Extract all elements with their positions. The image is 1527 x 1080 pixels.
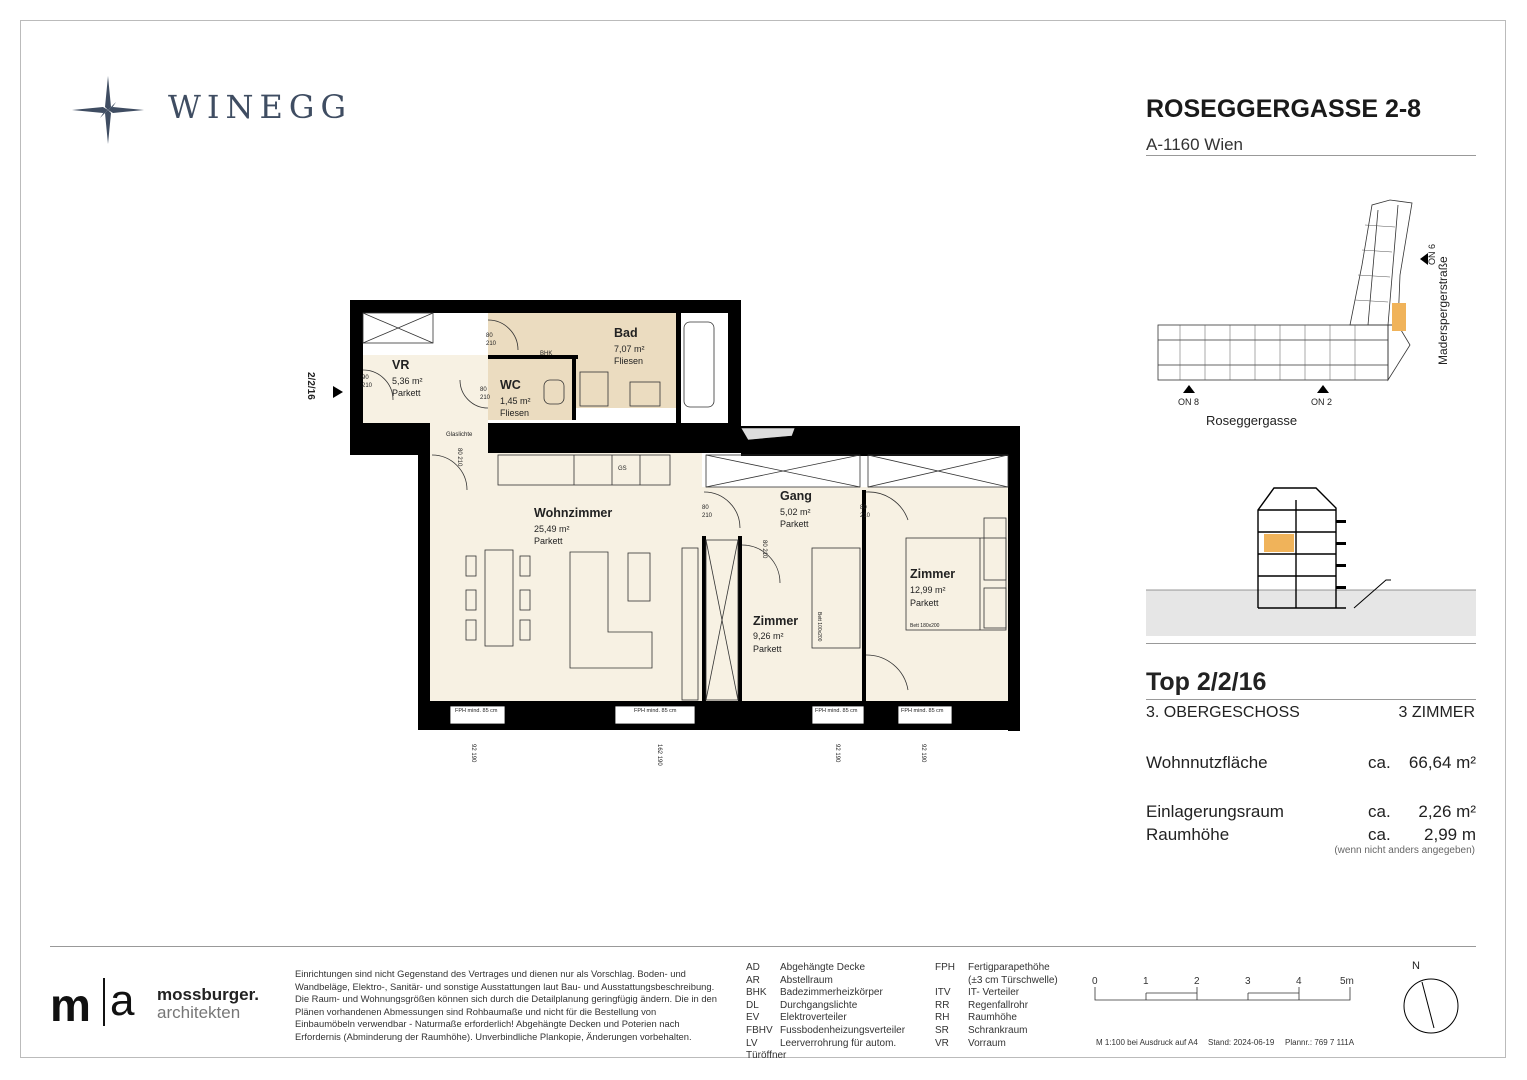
door-dim: 80 210 [486, 333, 497, 347]
divider [1146, 699, 1476, 700]
street-maderspergerstrasse: Maderspergerstraße [1436, 256, 1450, 365]
room-area: 1,45 m² [500, 396, 531, 406]
bhk-label: BHK [540, 351, 553, 357]
logo-m: m [50, 979, 90, 1031]
room-area: 12,99 m² [910, 585, 946, 595]
brand-name: WINEGG [168, 88, 353, 126]
on8-label: ON 8 [1178, 397, 1200, 407]
area-ca: ca. [1368, 753, 1391, 772]
building-section [1146, 480, 1476, 640]
fph-label: FPH mind. 85 cm [815, 708, 858, 714]
glaslichte-label: Glaslichte [446, 432, 473, 438]
window-dim: 92 190 [920, 744, 926, 763]
scale-tick: 3 [1245, 976, 1251, 987]
door-dim: 80 210 [702, 505, 713, 519]
room-floor: Fliesen [614, 356, 644, 366]
unit-floor: 3. OBERGESCHOSS [1146, 704, 1300, 721]
room-area: 5,36 m² [392, 376, 423, 386]
room-name: VR [392, 358, 410, 372]
company-name: mossburger. [157, 985, 260, 1004]
area-ca: ca. [1368, 825, 1391, 844]
gs-label: GS [618, 466, 627, 472]
address-city: A-1160 Wien [1146, 135, 1244, 154]
area-label: Einlagerungsraum [1146, 802, 1284, 821]
north-arrow-icon [1398, 968, 1464, 1038]
room-area: 25,49 m² [534, 524, 570, 534]
scale-tick: 5m [1340, 976, 1354, 987]
plan-number: Plannr.: 769 7 111A [1285, 1038, 1355, 1047]
room-name: Wohnzimmer [534, 506, 613, 520]
on2-label: ON 2 [1311, 397, 1333, 407]
scale-tick: 2 [1194, 976, 1200, 987]
height-note: (wenn nicht anders angegeben) [1334, 845, 1475, 856]
fph-label: FPH mind. 85 cm [634, 708, 677, 714]
abbreviations-left: AD Abgehängte Decke AR Abstellraum BHK Badezimmerheizkörper DL Durchgangslichte EV Elektroverteiler FBHV Fussbodenheizungsverteiler LV Leerverrohrung für autom. Türöffner [746, 962, 906, 1062]
window-dim: 92 190 [834, 744, 840, 763]
room-area: 9,26 m² [753, 631, 784, 641]
door-dim: 80 210 [480, 387, 491, 401]
scale-note: M 1:100 bei Ausdruck auf A4 [1096, 1038, 1198, 1047]
divider [1146, 643, 1476, 644]
scale-bar [1090, 985, 1360, 1005]
company-sub: architekten [157, 1003, 241, 1022]
room-floor: Parkett [534, 536, 563, 546]
floor-plan [300, 295, 1030, 775]
room-name: Gang [780, 489, 812, 503]
entrance-label: 2/2/16 [305, 372, 316, 400]
room-area: 7,07 m² [614, 344, 645, 354]
door-dim: 80 210 [456, 448, 462, 467]
room-name: WC [500, 378, 521, 392]
scale-tick: 0 [1092, 976, 1098, 987]
room-floor: Fliesen [500, 408, 530, 418]
compass-star-icon [72, 76, 144, 144]
unit-top: Top 2/2/16 [1146, 668, 1267, 696]
logo-a: a [110, 976, 135, 1025]
bed-label: Bett 100x200 [816, 612, 822, 642]
on6-label: ON 6 [1427, 243, 1437, 265]
disclaimer: Einrichtungen sind nicht Gegenstand des Vertrages und dienen nur als Vorschlag. Boden- und Wandbeläge, Elektro-, Sanitär- und sonstige Ausstattungen laut Bau- und Ausstattungsbeschreibung. Die Raum- und Wohnungsgrößen können sich durch die Detailplanung geringfügig ändern. Die in den Plänen vorhandenen Abmessungen sind Rohbaumaße und nicht für die Bestellung von Einbaumöbeln verwendbar - Naturmaße erforderlich! Abgehängte Decken und Poterien nach Erfordernis (Abminderung der Raumhöhe). Unverbindliche Plankopie, Änderungen vorbehalten. [295, 968, 717, 1042]
window-dim: 92 190 [470, 744, 476, 763]
fph-label: FPH mind. 85 cm [901, 708, 944, 714]
footer-divider [50, 946, 1476, 947]
room-name: Bad [614, 326, 638, 340]
door-dim: 80 210 [761, 540, 767, 559]
area-value: 2,26 m² [1418, 802, 1476, 821]
room-floor: Parkett [753, 644, 782, 654]
area-label: Raumhöhe [1146, 825, 1230, 844]
room-floor: Parkett [780, 519, 809, 529]
room-area: 5,02 m² [780, 507, 811, 517]
north-label: N [1412, 960, 1420, 972]
stand-date: Stand: 2024-06-19 [1208, 1038, 1275, 1047]
area-value: 2,99 m [1424, 825, 1476, 844]
bed-label: Bett 180x200 [910, 623, 940, 629]
street-roseggergasse: Roseggergasse [1206, 413, 1298, 428]
room-floor: Parkett [392, 388, 421, 398]
logo-separator [103, 978, 105, 1026]
scale-tick: 4 [1296, 976, 1302, 987]
address-street: ROSEGGERGASSE 2-8 [1146, 95, 1422, 123]
divider [1146, 155, 1476, 156]
room-floor: Parkett [910, 598, 939, 608]
door-dim: 90 210 [362, 375, 373, 389]
room-name: Zimmer [910, 567, 956, 581]
unit-rooms: 3 ZIMMER [1398, 704, 1475, 721]
abbreviations-right: FPH Fertigparapethöhe (±3 cm Türschwelle) ITV IT- Verteiler RR Regenfallrohr RH Raumhöhe SR Schrankraum VR Vorraum [935, 962, 1058, 1049]
area-value: 66,64 m² [1408, 753, 1476, 772]
scale-tick: 1 [1143, 976, 1149, 987]
window-dim: 162 190 [656, 744, 662, 766]
room-name: Zimmer [753, 614, 799, 628]
door-dim: 80 210 [860, 505, 871, 519]
area-label: Wohnnutzfläche [1146, 753, 1268, 772]
fph-label: FPH mind. 85 cm [455, 708, 498, 714]
area-ca: ca. [1368, 802, 1391, 821]
